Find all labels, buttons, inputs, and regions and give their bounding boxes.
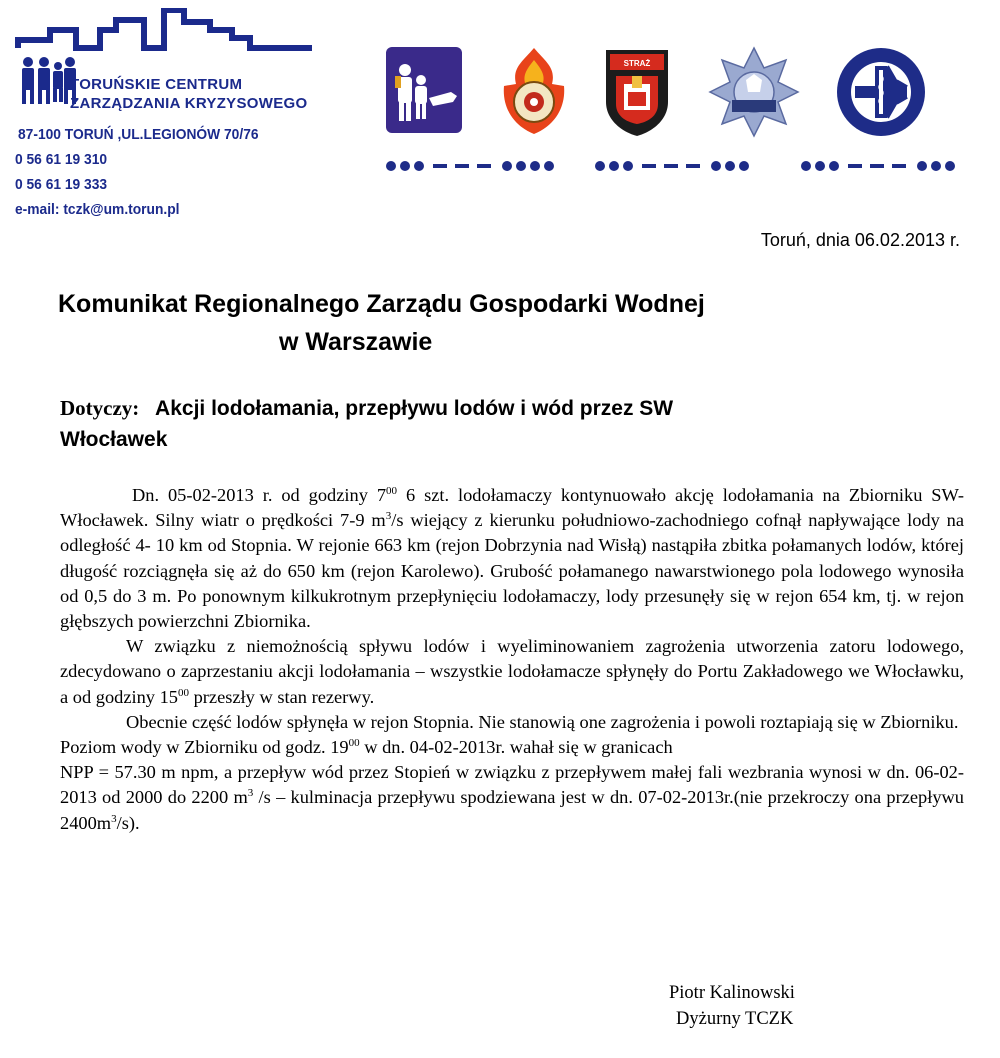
paragraph-4: NPP = 57.30 m npm, a przepływ wód przez Stopień w związku z przepływem małej fali wezbrania wynosi w dn. 06-02-2013 od 2000 do 2200 $m^3$ /s – kulminacja przepływu spodziewana jest w dn. 07-02-2013r.(nie przekroczy ona przepływu $2400m^3/s$). (60, 762, 964, 833)
family-help-icon (385, 46, 463, 134)
separator-1 (385, 158, 567, 174)
org-address: 87-100 TORUŃ ,UL.LEGIONÓW 70/76 (18, 126, 259, 143)
org-phone-1: 0 56 61 19 310 (15, 151, 108, 168)
org-name-line2: ZARZĄDZANIA KRYZYSOWEGO (70, 95, 308, 112)
subject-block (60, 393, 940, 455)
org-phone-2: 0 56 61 19 333 (15, 176, 108, 193)
signature-role: Dyżurny TCZK (676, 1009, 794, 1029)
separator-3 (800, 158, 956, 174)
medical-rescue-emblem (834, 46, 928, 138)
svg-text:STRAŻ: STRAŻ (623, 59, 651, 68)
subject-text-2: Włocławek (60, 428, 168, 451)
subject-text-1: Akcji lodołamania, przepływu lodów i wód przez SW (155, 397, 674, 420)
org-name-line1: TORUŃSKIE CENTRUM (70, 76, 243, 93)
document-date: Toruń, dnia 06.02.2013 r. (760, 230, 960, 250)
signature-name: Piotr Kalinowski (669, 983, 795, 1003)
city-guard-emblem (602, 46, 672, 138)
title-line-2: w Warszawie (279, 328, 433, 356)
title-line-1: Komunikat Regionalnego Zarządu Gospodarki Wodnej (58, 290, 705, 318)
paragraph-2: W związku z niemożnością spływu lodów i wyeliminowaniem zagrożenia utworzenia zatoru lodowego, zdecydowano o zaprzestaniu akcji lodołamania – wszystkie lodołamacze spłynęły do Portu Zakładowego we Włocławku, a od godziny $15^{00}$ przeszły w stan rezerwy. (60, 636, 964, 707)
fire-brigade-emblem (496, 46, 572, 136)
document-body (60, 483, 964, 836)
subject-label: Dotyczy: (60, 396, 140, 420)
paragraph-3: Obecnie część lodów spłynęła w rejon Stopnia. Nie stanowią one zagrożenia i powoli roztapiają się w Zbiorniku. Poziom wody w Zbiorniku od godz. $19^{00}$ w dn. 04-02-2013r. wahał się w granicach (60, 711, 959, 758)
police-star-emblem (708, 46, 800, 138)
email-label: e-mail: (15, 201, 64, 218)
email-link[interactable]: tczk@um.torun.pl (63, 201, 180, 218)
paragraph-1: Dn. 05-02-2013 r. od godziny $7^{00}$ 6 szt. lodołamaczy kontynuowało akcję lodołamania na Zbiorniku SW- Włocławek. Silny wiatr o prędkości 7-9 $m^3/s$ wiejący z kierunku południowo-zachodniego cofnął napływające lody na odległość 4- 10 km od Stopnia. W rejonie 663 km (rejon Dobrzynia nad Wisłą) nastąpiła zbitka połamanych lodów, której długość rozciągnęła się aż do 650 km (rejon Karolewo). Grubość połamanego nawarstwionego pola lodowego wynosiła od 0,5 do 3 m. Po ponownym kilkukrotnym przepłynięciu lodołamaczy, lody przesunęły się w rejon 654 km, tj. w rejon głębszych powierzchni Zbiornika. (60, 485, 965, 632)
separator-2 (594, 158, 776, 174)
org-email-line (15, 201, 180, 218)
